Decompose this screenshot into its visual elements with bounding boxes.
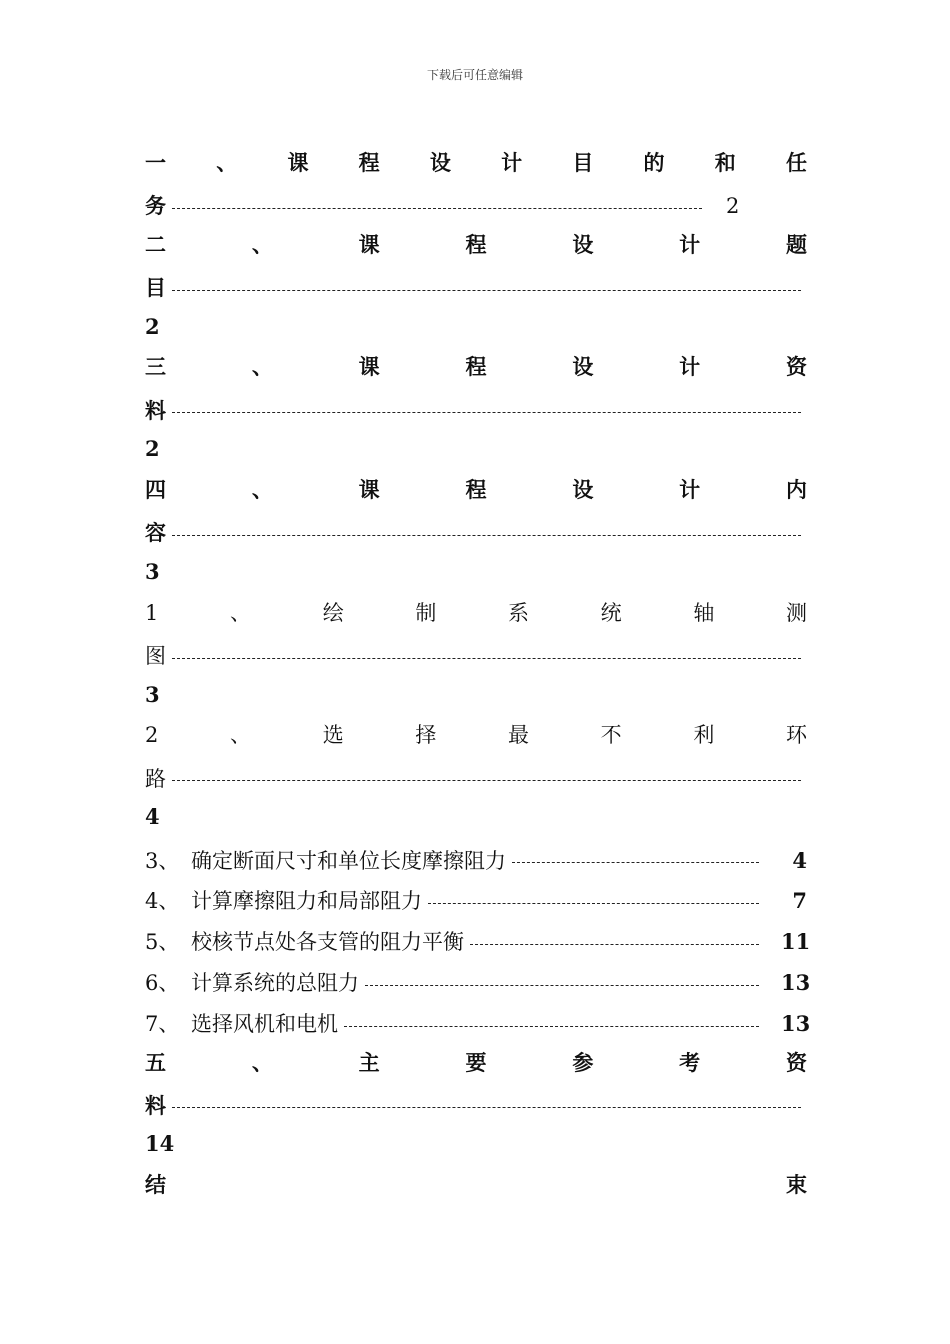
toc-heading-char: 三 [145,354,166,380]
toc-leader-char: 路 [145,766,166,791]
toc-heading-char: 1 [145,600,159,625]
toc-entry-text: 计算摩擦阻力和局部阻力 [191,889,422,914]
toc-heading-char: 要 [465,1049,487,1075]
page-number: 11 [781,929,811,955]
dotted-leader [172,1107,801,1108]
page-number: 3 [145,558,160,584]
toc-entry-index: 4、 [145,889,180,914]
toc-page-s4-1 [145,677,807,718]
toc-entry-s4-5[interactable] [145,922,811,963]
dotted-leader [172,290,801,291]
toc-heading-char: 、 [251,231,273,257]
toc-leader-s1 [145,186,807,227]
toc-heading-char: 程 [465,477,487,503]
toc-heading-char: 计 [679,477,701,503]
toc-heading-char: 、 [251,477,273,503]
toc-heading-s4-2 [145,717,807,758]
toc-entry-index: 5、 [145,930,180,955]
toc-page-s2 [145,309,807,350]
toc-page-s4 [145,554,807,595]
dotted-leader [172,780,801,781]
toc-heading-char: 设 [572,477,594,503]
toc-heading-char: 不 [600,723,622,748]
toc-heading-char: 设 [429,150,451,175]
page-number: 14 [145,1131,175,1157]
toc-leader-s4-2 [145,758,807,799]
dotted-leader [172,208,702,209]
toc-leader-s2 [145,268,807,309]
toc-entry-title [145,1006,338,1042]
toc-heading-char: 考 [679,1049,701,1075]
toc-heading-char: 选 [322,723,344,748]
toc-heading-char: 、 [230,723,252,748]
page-header: 下载后可任意编辑 [426,68,523,82]
toc-entry-text: 确定断面尺寸和单位长度摩擦阻力 [191,848,506,873]
toc-entry-title [145,883,422,919]
toc-heading-s4-1 [145,595,807,636]
toc-entry-title [145,965,359,1001]
toc-entry-text: 计算系统的总阻力 [191,971,359,996]
dotted-leader [172,412,801,413]
page-number: 2 [145,436,160,462]
dotted-leader [470,944,759,945]
toc-leader-char: 图 [145,644,166,669]
toc-heading-char: 的 [643,150,665,175]
toc-entry-s4-4[interactable] [145,881,807,922]
toc-heading-char: 设 [572,231,594,257]
toc-heading-s3 [145,349,807,390]
toc-heading-char: 题 [785,231,807,257]
toc-heading-char: 四 [145,477,166,503]
toc-heading-char: 任 [785,150,807,175]
toc-heading-char: 和 [714,150,736,175]
page-number: 4 [792,847,807,873]
dotted-leader [428,903,759,904]
toc-heading-char: 最 [508,723,529,748]
toc-heading-char: 统 [600,600,622,625]
toc-heading-char: 主 [358,1049,380,1075]
toc-page-s5 [145,1126,807,1167]
toc-heading-s2 [145,227,807,268]
toc-leader-char: 料 [145,1092,166,1118]
toc-heading-char: 设 [572,354,594,380]
toc-heading-char: 制 [415,600,437,625]
page-number: 2 [726,194,740,219]
toc-heading-char: 环 [785,723,807,748]
toc-entry-s4-7[interactable] [145,1004,811,1045]
toc-entry-s4-3[interactable] [145,840,807,881]
page-number: 7 [792,888,807,914]
toc-heading-s1 [145,145,807,186]
toc-entry-index: 7、 [145,1012,180,1037]
toc-heading-char: 计 [679,231,701,257]
page-number: 13 [781,1011,811,1037]
dotted-leader [365,985,759,986]
toc-heading-char: 利 [693,723,715,748]
toc-heading-char: 、 [251,354,273,380]
page-number: 4 [145,804,160,830]
toc-entry-index: 3、 [145,848,180,873]
page-number: 13 [781,970,811,996]
dotted-leader [172,658,801,659]
toc-heading-char: 参 [572,1049,594,1075]
toc-heading-char: 课 [287,150,309,175]
toc-leader-s5 [145,1085,807,1126]
toc-heading-end [145,1167,807,1208]
toc-leader-char: 目 [145,275,166,301]
dotted-leader [512,862,759,863]
toc-heading-char: 一 [145,150,166,175]
toc-heading-s5 [145,1045,807,1086]
toc-heading-char: 2 [145,723,159,748]
toc-heading-char: 、 [230,600,252,625]
toc-heading-char: 、 [216,150,238,175]
toc-heading-char: 目 [572,150,594,175]
toc-page-s3 [145,431,807,472]
toc-heading-char: 绘 [322,600,344,625]
toc-leader-char: 料 [145,397,166,423]
toc-entry-text: 选择风机和电机 [191,1012,338,1037]
toc-heading-char: 测 [785,600,807,625]
toc-heading-s4 [145,472,807,513]
toc-entry-title [145,843,506,879]
toc-page-s4-2 [145,799,807,840]
toc-heading-char: 择 [415,723,437,748]
toc-heading-char: 计 [501,150,523,175]
toc-heading-char: 程 [465,231,487,257]
toc-heading-char: 结 [145,1172,166,1198]
toc-entry-s4-6[interactable] [145,963,811,1004]
toc-heading-char: 课 [358,354,380,380]
toc-heading-char: 程 [358,150,380,175]
toc-entry-index: 6、 [145,971,180,996]
toc-heading-char: 束 [786,1172,807,1198]
dotted-leader [172,535,801,536]
toc-heading-char: 计 [679,354,701,380]
table-of-contents [145,145,811,1208]
toc-heading-char: 轴 [693,600,715,625]
toc-heading-char: 课 [358,477,380,503]
page-number: 3 [145,681,160,707]
toc-heading-char: 资 [785,1049,807,1075]
toc-entry-title [145,924,464,960]
toc-heading-char: 资 [785,354,807,380]
toc-heading-char: 内 [785,477,807,503]
toc-heading-char: 五 [145,1049,166,1075]
toc-heading-char: 课 [358,231,380,257]
toc-heading-char: 二 [145,231,166,257]
dotted-leader [344,1026,759,1027]
toc-heading-char: 系 [508,600,529,625]
toc-leader-s4 [145,513,807,554]
toc-leader-s3 [145,390,807,431]
toc-heading-char: 程 [465,354,487,380]
toc-entry-text: 校核节点处各支管的阻力平衡 [191,930,464,955]
toc-leader-char: 务 [145,193,166,219]
toc-heading-char: 、 [251,1049,273,1075]
page-number: 2 [145,313,160,339]
toc-leader-char: 容 [145,520,166,546]
toc-leader-s4-1 [145,636,807,677]
